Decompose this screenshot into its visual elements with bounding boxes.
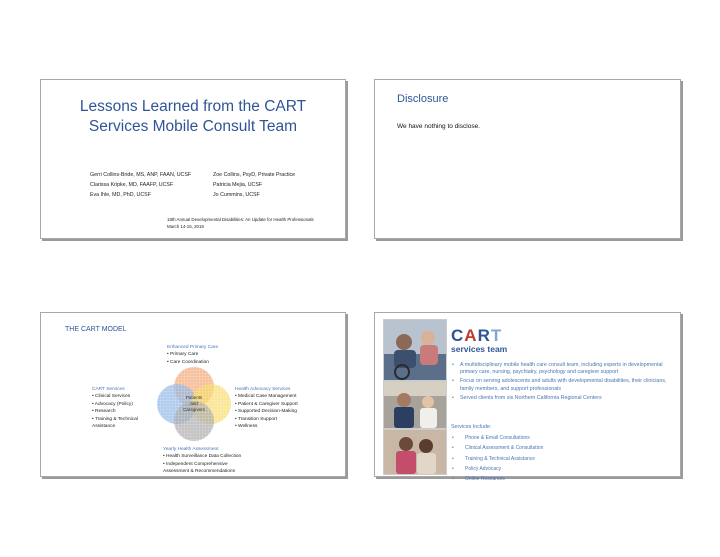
center-label-line3: Caregivers [183,407,205,412]
logo-letter-t: T [490,326,503,345]
enhanced-primary-care-group [167,344,218,366]
author: Clarissa Kripke, MD, FAAFP, UCSF [90,182,174,188]
list-item: • Supported Decision-Making [235,409,297,415]
author: Eva Ihle, MD, PhD, UCSF [90,192,151,198]
list-item: • Medical Case Management [235,394,297,399]
list-item: • Care Coordination [167,359,209,365]
slide-cart-model [40,312,346,477]
list-item: • A multidisciplinary mobile health care consult team, including experts in developmental primary care, nursing, psychiatry, psychology and caregiver support [451,362,675,376]
logo-letter-r: R [477,326,491,345]
authors-right [213,170,295,200]
authors-left [90,170,191,200]
logo-letter-a: A [464,326,478,345]
list-item: • Wellness [235,424,258,430]
slide-disclosure [374,79,681,239]
cart-model-title: THE CART MODEL [65,326,127,333]
list-item: • Advocacy (Policy) [92,401,133,407]
list-item: • Training & Technical Assistance [451,454,543,464]
team-description-list [451,362,675,404]
author: Jo Cummins, UCSF [213,192,260,198]
list-item: • Focus on serving adolescents and adults with developmental disabilities, their clinicians, family members, and support professionals [451,378,675,392]
photo-patient-wheelchair [383,319,447,381]
presentation-title: Lessons Learned from the CART Services Mobile Consult Team [79,98,307,135]
list-item: • Research [92,409,116,415]
list-item: • Clinical Services [92,394,131,399]
list-item: • Phone & Email Consultations [451,433,543,443]
photo-family [383,429,447,475]
services-heading: Services Include: [451,424,492,430]
logo-letter-c: C [451,326,465,345]
list-item: • Primary Care [167,352,199,357]
services-list [451,433,543,484]
slide-cart-services-team [374,312,681,483]
photo-clinician-visit [383,381,447,429]
health-advocacy-heading: Health Advocacy Services [235,387,291,392]
conference-info [167,217,314,230]
author: Zoe Collins, PsyD, Private Practice [213,172,296,178]
list-item: • Served clients from six Northern California Regional Centers [451,395,675,402]
cart-services-group [92,386,152,431]
list-item: • Independent Comprehensive Assessment & Recommendations [163,461,235,475]
center-label-line2: and [190,401,198,406]
disclosure-title: Disclosure [397,93,449,105]
center-label-line1: Patients [185,395,203,400]
slide-title [40,79,346,239]
cart-logo [451,327,507,354]
list-item: • Policy Advocacy [451,464,543,474]
list-item: • Patient & Caregiver Support [235,401,298,407]
list-item: • Transition Support [235,416,277,422]
author: Patricia Mejia, UCSF [213,182,263,188]
list-item: • Clinical Assessment & Consultation [451,443,543,453]
disclosure-text: We have nothing to disclose. [397,123,480,130]
list-item: • Health Surveillance Data Collection [163,454,242,459]
yearly-assessment-heading: Yearly Health Assessment [163,447,219,452]
conference-date: March 14-15, 2019 [167,223,204,229]
enhanced-primary-care-heading: Enhanced Primary Care [167,345,219,350]
venn-diagram [154,364,234,444]
conference-name: 18th Annual Developmental Disabilities: An Update for Health Professionals [167,217,314,222]
author: Gerri Collins-Bride, MS, ANP, FAAN, UCSF [90,172,192,178]
health-advocacy-group [235,386,298,431]
yearly-assessment-group [163,446,253,476]
cart-services-heading: CART Services [92,387,125,392]
logo-subtitle: services team [451,344,508,354]
list-item: • Online Resources [451,474,543,484]
list-item: • Training & Technical Assistance [92,416,138,430]
